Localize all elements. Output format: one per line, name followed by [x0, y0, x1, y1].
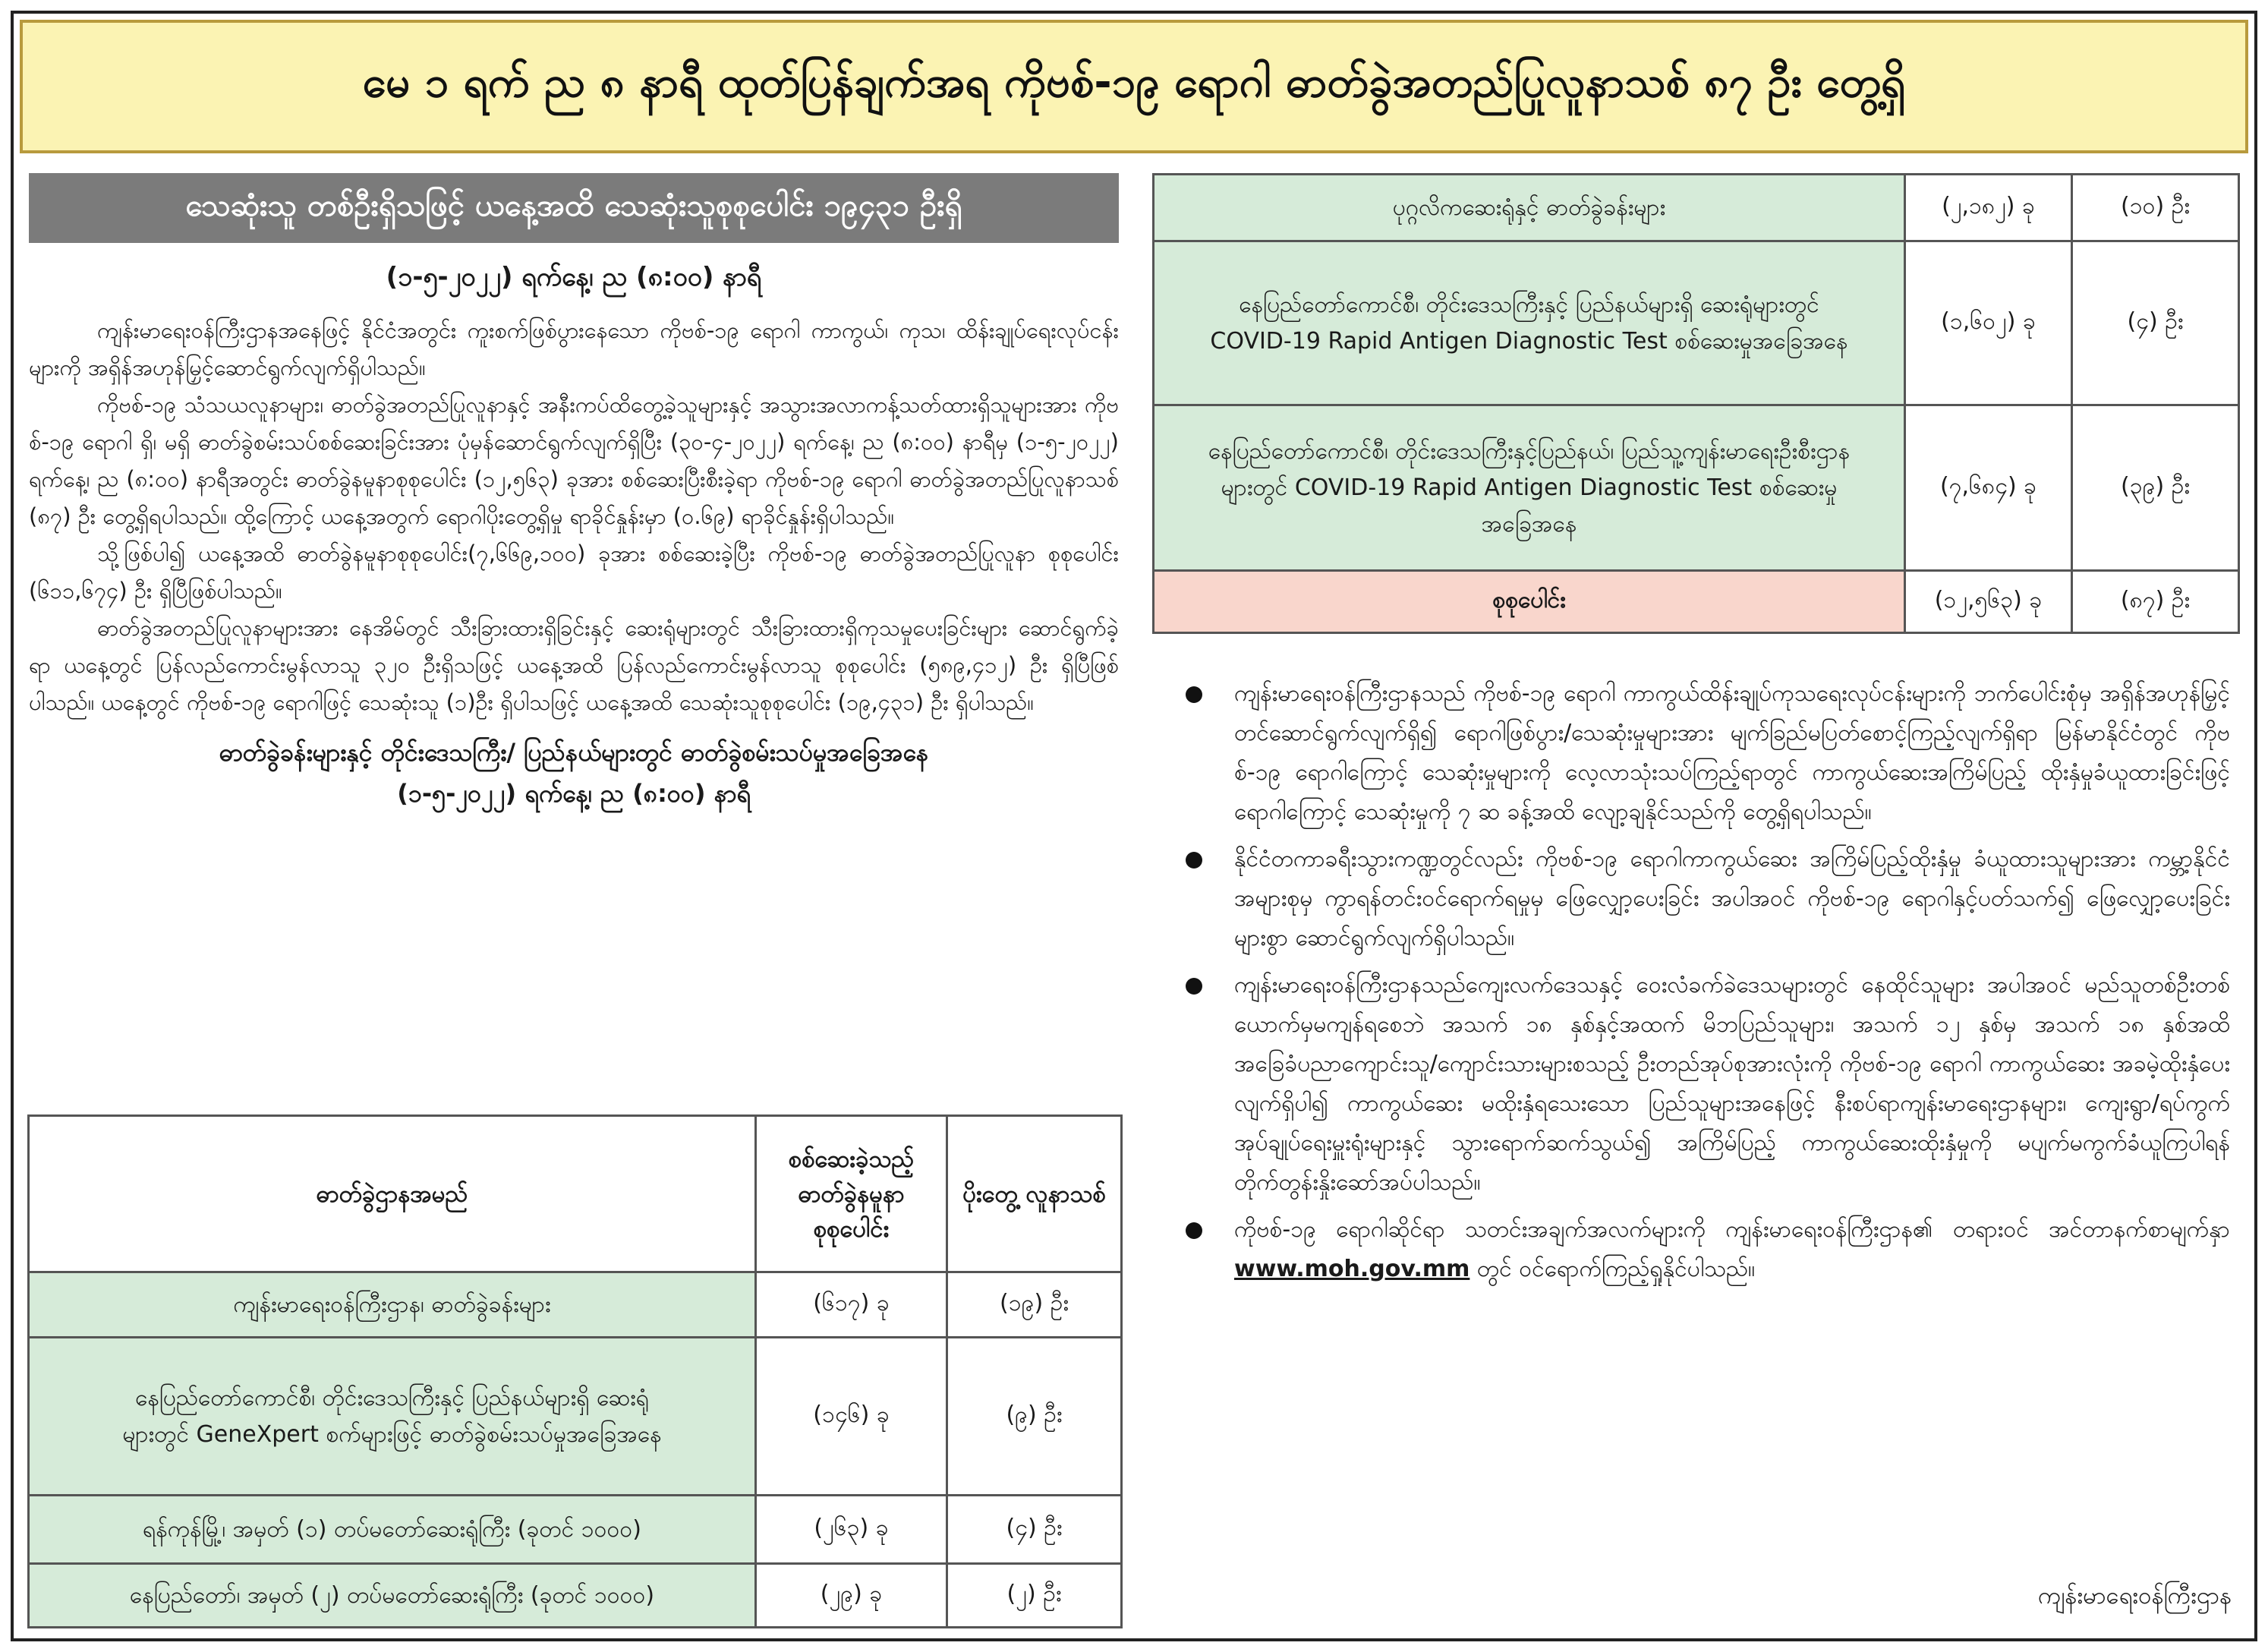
paragraph: ဓာတ်ခွဲအတည်ပြုလူနာများအား နေအိမ်တွင် သီးခြားထားရှိခြင်းနှင့် ဆေးရုံများတွင် သီးခြားထားရှိကုသမှုပေးခြင်းများ ဆောင်ရွက်ခဲ့ရာ ယနေ့တွင် ပြန်လည်ကောင်းမွန်လာသူ ၃၂၀ ဦးရှိသဖြင့် ယနေ့အထိ ပြန်လည်ကောင်းမွန်လာသူ စုစုပေါင်း (၅၈၉,၄၁၂) ဦး ရှိပြီဖြစ်ပါသည်။ ယနေ့တွင် ကိုဗစ်-၁၉ ရောဂါဖြင့် သေဆုံးသူ (၁)ဦး ရှိပါသဖြင့် ယနေ့အထိ သေဆုံးသူစုစုပေါင်း (၁၉,၄၃၁) ဦး ရှိပါသည်။: [29, 615, 1119, 715]
lab-name: နေပြည်တော်ကောင်စီ၊ တိုင်းဒေသကြီးနှင့် ပြည်နယ်များရှိ ဆေးရုံများတွင် COVID-19 Rapid Antigen Diagnostic Test စစ်ဆေးမှုအခြေအနေ: [1154, 241, 1905, 405]
header-lab-name: ဓာတ်ခွဲဌာနအမည်: [29, 1116, 756, 1272]
total-row: [1154, 571, 2239, 633]
total-samples: (၁၂,၅၆၃) ခု: [1905, 571, 2072, 633]
paragraph: သို့ဖြစ်ပါ၍ ယနေ့အထိ ဓာတ်ခွဲနမူနာစုစုပေါင်း(၇,၆၆၉,၁၀၀) ခုအား စစ်ဆေးခဲ့ပြီး ကိုဗစ်-၁၉ ဓာတ်ခွဲအတည်ပြုလူနာ စုစုပေါင်း (၆၁၁,၆၇၄) ဦး ရှိပြီဖြစ်ပါသည်။: [29, 541, 1119, 604]
header-new-cases: ပိုးတွေ့ လူနာသစ်: [947, 1116, 1122, 1272]
table-row: [29, 1564, 1122, 1628]
samples-count: (၂၆၃) ခု: [756, 1496, 947, 1564]
samples-count: (၁,၆၀၂) ခု: [1905, 241, 2072, 405]
samples-count: (၆၁၇) ခု: [756, 1272, 947, 1338]
lab-name: ကျန်းမာရေးဝန်ကြီးဌာန၊ ဓာတ်ခွဲခန်းများ: [29, 1272, 756, 1338]
lab-name: နေပြည်တော်၊ အမှတ် (၂) တပ်မတော်ဆေးရုံကြီး (ခုတင် ၁၀၀၀): [29, 1564, 756, 1628]
bullet-text: နိုင်ငံတကာခရီးသွားကဏ္ဍတွင်လည်း ကိုဗစ်-၁၉ ရောဂါကာကွယ်ဆေး အကြိမ်ပြည့်ထိုးနှံမှု ခံယူထားသူများအား ကမ္ဘာ့နိုင်ငံအများစုမှ ကွာရန်တင်းဝင်ရောက်ရမှုမှ ဖြေလျှော့ပေးခြင်း အပါအဝင် ကိုဗစ်-၁၉ ရောဂါနှင့်ပတ်သက်၍ ဖြေလျှော့ပေးခြင်းများစွာ ဆောင်ရွက်လျက်ရှိပါသည်။: [1234, 846, 2230, 951]
new-cases-count: (၂) ဦး: [947, 1564, 1122, 1628]
bullet-text-tail: တွင် ဝင်ရောက်ကြည့်ရှုနိုင်ပါသည်။: [1469, 1256, 1756, 1282]
samples-count: (၂၉) ခု: [756, 1564, 947, 1628]
lab-results-table: [27, 1114, 1123, 1628]
subheading: သေဆုံးသူ တစ်ဦးရှိသဖြင့် ယနေ့အထိ သေဆုံးသူစုစုပေါင်း ၁၉၄၃၁ ဦးရှိ: [29, 173, 1119, 243]
lab-results-table-continued: [1152, 173, 2240, 634]
bullet-item: [1169, 1210, 2230, 1289]
bullet-icon: [1186, 1222, 1202, 1239]
table-caption-date: (၁-၅-၂၀၂၂) ရက်နေ့၊ ည (၈:၀၀) နာရီ: [397, 779, 751, 808]
new-cases-count: (၁၀) ဦး: [2072, 175, 2239, 241]
paragraph: ကျန်းမာရေးဝန်ကြီးဌာနအနေဖြင့် နိုင်ငံအတွင်း ကူးစက်ဖြစ်ပွားနေသော ကိုဗစ်-၁၉ ရောဂါ ကာကွယ်၊ ကုသ၊ ထိန်းချုပ်ရေးလုပ်ငန်းများကို အရှိန်အဟုန်မြှင့်ဆောင်ရွက်လျက်ရှိပါသည်။: [29, 317, 1119, 380]
paragraph: ကိုဗစ်-၁၉ သံသယလူနာများ၊ ဓာတ်ခွဲအတည်ပြုလူနာနှင့် အနီးကပ်ထိတွေ့ခဲ့သူများနှင့် အသွားအလာကန့်သတ်ထားရှိသူများအား ကိုဗစ်-၁၉ ရောဂါ ရှိ၊ မရှိ ဓာတ်ခွဲစမ်းသပ်စစ်ဆေးခြင်းအား ပုံမှန်ဆောင်ရွက်လျက်ရှိပြီး (၃၀-၄-၂၀၂၂) ရက်နေ့၊ ည (၈:၀၀) နာရီမှ (၁-၅-၂၀၂၂) ရက်နေ့၊ ည (၈:၀၀) နာရီအတွင်း ဓာတ်ခွဲနမူနာစုစုပေါင်း (၁၂,၅၆၃) ခုအား စစ်ဆေးပြီးစီးခဲ့ရာ ကိုဗစ်-၁၉ ရောဂါ ဓာတ်ခွဲအတည်ပြုလူနာသစ် (၈၇) ဦး တွေ့ရှိရပါသည်။ ထို့ကြောင့် ယနေ့အတွက် ရောဂါပိုးတွေ့ရှိမှု ရာခိုင်နှုန်းမှာ (၀.၆၉) ရာခိုင်နှုန်းရှိပါသည်။: [29, 392, 1119, 529]
bullet-icon: [1186, 852, 1202, 869]
table-caption-title: ဓာတ်ခွဲခန်းများနှင့် တိုင်းဒေသကြီး/ ပြည်နယ်များတွင် ဓာတ်ခွဲစမ်းသပ်မှုအခြေအနေ: [219, 738, 929, 767]
lab-name: ပုဂ္ဂလိကဆေးရုံနှင့် ဓာတ်ခွဲခန်းများ: [1154, 175, 1905, 241]
bullet-item: [1169, 966, 2230, 1203]
bullet-item: [1169, 674, 2230, 832]
bullet-icon: [1186, 686, 1202, 703]
bullet-item: [1169, 840, 2230, 958]
new-cases-count: (၃၉) ဦး: [2072, 405, 2239, 571]
moh-website-link[interactable]: www.moh.gov.mm: [1234, 1256, 1470, 1282]
new-cases-count: (၉) ဦး: [947, 1338, 1122, 1496]
samples-count: (၂,၁၈၂) ခု: [1905, 175, 2072, 241]
left-column: [29, 173, 1119, 814]
total-label: စုစုပေါင်း: [1154, 571, 1905, 633]
bullet-text: ကိုဗစ်-၁၉ ရောဂါဆိုင်ရာ သတင်းအချက်အလက်များကို ကျန်းမာရေးဝန်ကြီးဌာန၏ တရားဝင် အင်တာနက်စာမျက်နှာ: [1234, 1216, 2230, 1243]
new-cases-count: (၄) ဦး: [2072, 241, 2239, 405]
bullet-list: [1169, 674, 2230, 1297]
headline-banner: [20, 20, 2248, 153]
table-row: [29, 1496, 1122, 1564]
samples-count: (၇,၆၈၄) ခု: [1905, 405, 2072, 571]
table-row: [29, 1272, 1122, 1338]
bullet-text: ကျန်းမာရေးဝန်ကြီးဌာနသည် ကိုဗစ်-၁၉ ရောဂါ ကာကွယ်ထိန်းချုပ်ကုသရေးလုပ်ငန်းများကို ဘက်ပေါင်းစုံမှ အရှိန်အဟုန်မြှင့်တင်ဆောင်ရွက်လျက်ရှိ၍ ရောဂါဖြစ်ပွား/သေဆုံးမှုများအား မျက်ခြည်မပြတ်စောင့်ကြည့်လျက်ရှိရာ မြန်မာနိုင်ငံတွင် ကိုဗစ်-၁၉ ရောဂါကြောင့် သေဆုံးမှုများကို လေ့လာသုံးသပ်ကြည့်ရာတွင် ကာကွယ်ဆေးအကြိမ်ပြည့် ထိုးနှံမှုခံယူထားခြင်းဖြင့် ရောဂါကြောင့် သေဆုံးမှုကို ၇ ဆ ခန့်အထိ လျော့ချနိုင်သည်ကို တွေ့ရှိရပါသည်။: [1234, 680, 2230, 825]
table-row: [1154, 175, 2239, 241]
bullet-text: ကျန်းမာရေးဝန်ကြီးဌာနသည်ကျေးလက်ဒေသနှင့် ဝေးလံခက်ခဲဒေသများတွင် နေထိုင်သူများ အပါအဝင် မည်သူတစ်ဦးတစ်ယောက်မှမကျန်ရစေဘဲ အသက် ၁၈ နှစ်နှင့်အထက် မိဘပြည်သူများ၊ အသက် ၁၂ နှစ်မှ အသက် ၁၈ နှစ်အထိ အခြေခံပညာကျောင်းသူ/ကျောင်းသားများစသည့် ဦးတည်အုပ်စုအားလုံးကို ကိုဗစ်-၁၉ ရောဂါ ကာကွယ်ဆေး အခမဲ့ထိုးနှံပေးလျက်ရှိပါ၍ ကာကွယ်ဆေး မထိုးနှံရသေးသော ပြည်သူများအနေဖြင့် နီးစပ်ရာကျန်းမာရေးဌာနများ၊ ကျေးရွာ/ရပ်ကွက် အုပ်ချုပ်ရေးမှူးရုံးများနှင့် သွားရောက်ဆက်သွယ်၍ အကြိမ်ပြည့် ကာကွယ်ဆေးထိုးနှံမှုကို မပျက်မကွက်ခံယူကြပါရန် တိုက်တွန်းနှိုးဆော်အပ်ပါသည်။: [1234, 972, 2230, 1196]
lab-name: နေပြည်တော်ကောင်စီ၊ တိုင်းဒေသကြီးနှင့်ပြည်နယ်၊ ပြည်သူ့ကျန်းမာရေးဦးစီးဌာနများတွင် COVID-19 Rapid Antigen Diagnostic Test စစ်ဆေးမှုအခြေအနေ: [1154, 405, 1905, 571]
header-samples: စစ်ဆေးခဲ့သည့် ဓာတ်ခွဲနမူနာ စုစုပေါင်း: [756, 1116, 947, 1272]
table-row: [1154, 241, 2239, 405]
signature: ကျန်းမာရေးဝန်ကြီးဌာန: [2038, 1582, 2232, 1609]
table-caption: [29, 732, 1119, 814]
table-header-row: [29, 1116, 1122, 1272]
lab-name: ရန်ကုန်မြို့၊ အမှတ် (၁) တပ်မတော်ဆေးရုံကြီး (ခုတင် ၁၀၀၀): [29, 1496, 756, 1564]
total-new-cases: (၈၇) ဦး: [2072, 571, 2239, 633]
table-row: [29, 1338, 1122, 1496]
samples-count: (၁၄၆) ခု: [756, 1338, 947, 1496]
new-cases-count: (၁၉) ဦး: [947, 1272, 1122, 1338]
dateline: (၁-၅-၂၀၂၂) ရက်နေ့၊ ည (၈:၀၀) နာရီ: [386, 262, 762, 292]
new-cases-count: (၄) ဦး: [947, 1496, 1122, 1564]
table-row: [1154, 405, 2239, 571]
headline: မေ ၁ ရက် ည ၈ နာရီ ထုတ်ပြန်ချက်အရ ကိုဗစ်-၁၉ ရောဂါ ဓာတ်ခွဲအတည်ပြုလူနာသစ် ၈၇ ဦး တွေ့ရှိ: [362, 58, 1906, 107]
lab-name: နေပြည်တော်ကောင်စီ၊ တိုင်းဒေသကြီးနှင့် ပြည်နယ်များရှိ ဆေးရုံများတွင် GeneXpert စက်များဖြင့် ဓာတ်ခွဲစမ်းသပ်မှုအခြေအနေ: [29, 1338, 756, 1496]
bullet-icon: [1186, 978, 1202, 995]
